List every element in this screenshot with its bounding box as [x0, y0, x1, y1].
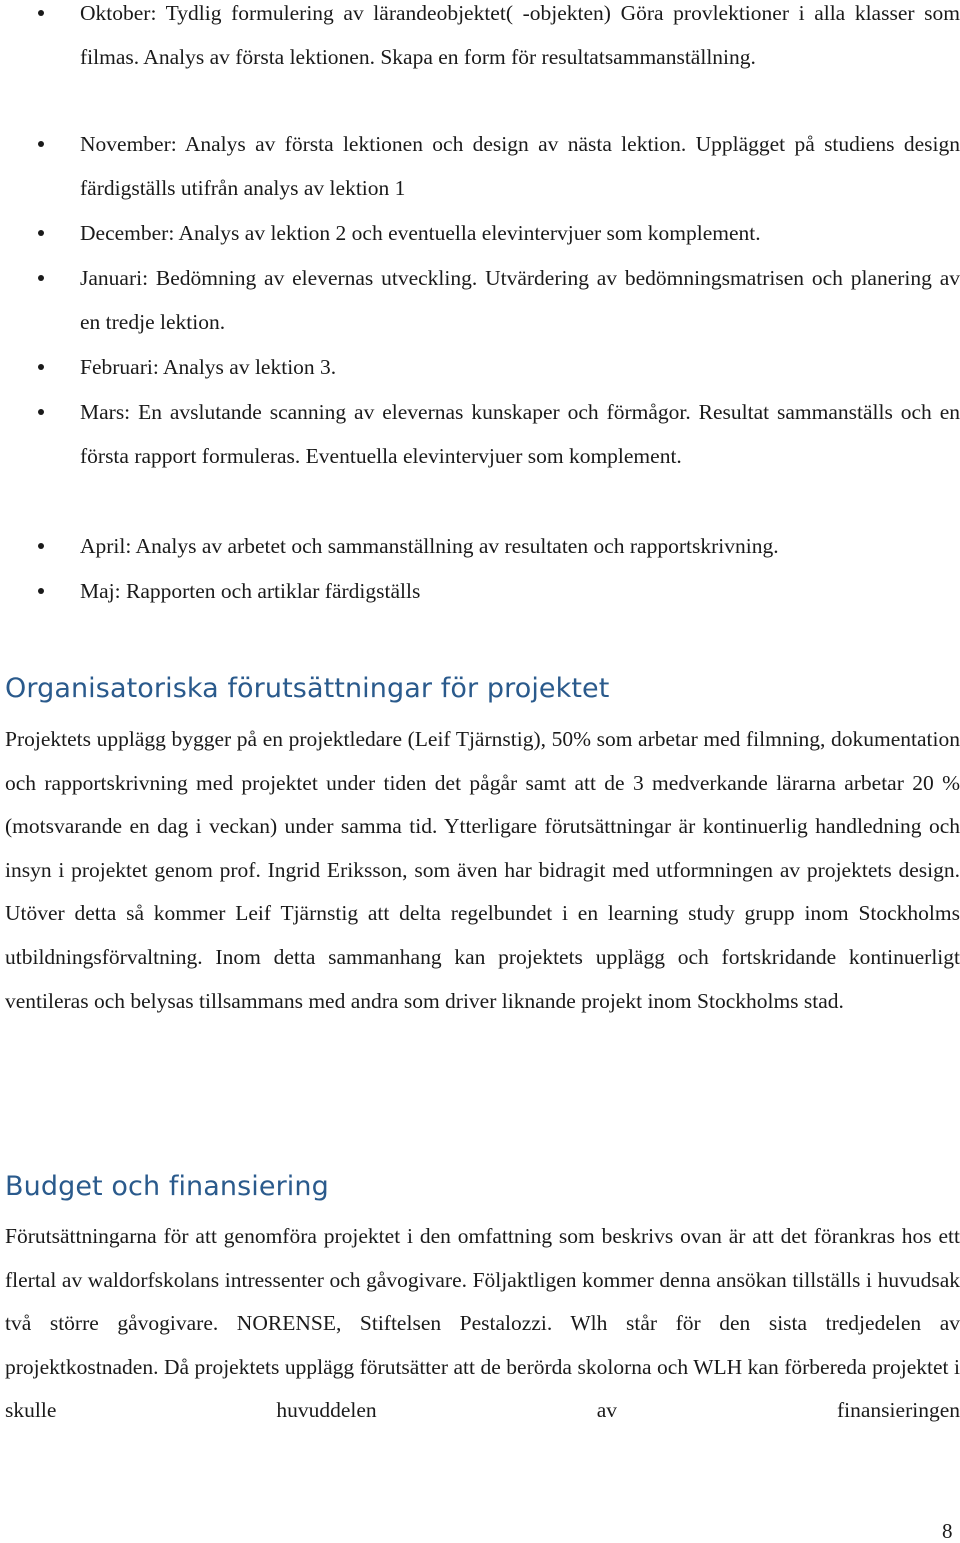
section-heading-budget: Budget och finansiering [5, 1171, 329, 1202]
bullet-icon [38, 588, 44, 594]
bullet-icon [38, 364, 44, 370]
bullet-icon [38, 10, 44, 16]
section-heading-organisation: Organisatoriska förutsättningar för projektet [5, 673, 610, 704]
bullet-icon [38, 275, 44, 281]
timeline-item-januari: Januari: Bedömning av elevernas utveckling. Utvärdering av bedömningsmatrisen och planering av en tredje lektion. [80, 266, 960, 335]
paragraph-budget: Förutsättningarna för att genomföra projektet i den omfattning som beskrivs ovan är att det förankras hos ett flertal av waldorfskolans intressenter och gåvogivare. Följaktligen kommer denna ansökan tillställs i huvudsak två större gåvogivare. NORENSE, Stiftelsen Pestalozzi. Wlh står för den sista tredjedelen av projektkostnaden. Då projektets upplägg förutsätter att de berörda skolorna och WLH kan förbereda projektet i skulle huvuddelen av finansieringen [5, 1224, 960, 1423]
timeline-item-april: April: Analys av arbetet och sammanställning av resultaten och rapportskrivning. [80, 534, 779, 558]
bullet-icon [38, 409, 44, 415]
timeline-item-oktober: Oktober: Tydlig formulering av lärandeobjektet( -objekten) Göra provlektioner i alla klasser som filmas. Analys av första lektionen. Skapa en form för resultatsammanställning. [80, 1, 960, 70]
timeline-item-december: December: Analys av lektion 2 och eventuella elevintervjuer som komplement. [80, 221, 761, 245]
timeline-item-mars: Mars: En avslutande scanning av elevernas kunskaper och förmågor. Resultat sammanställs och en första rapport formuleras. Eventuella elevintervjuer som komplement. [80, 400, 960, 469]
bullet-icon [38, 543, 44, 549]
bullet-icon [38, 230, 44, 236]
timeline-item-november: November: Analys av första lektionen och design av nästa lektion. Upplägget på studiens design färdigställs utifrån analys av lektion 1 [80, 132, 960, 201]
timeline-item-februari: Februari: Analys av lektion 3. [80, 355, 337, 379]
bullet-icon [38, 141, 44, 147]
paragraph-organisation: Projektets upplägg bygger på en projektledare (Leif Tjärnstig), 50% som arbetar med filmning, dokumentation och rapportskrivning med projektet under tiden det pågår samt att de 3 medverkande lärarna arbetar 20 % (motsvarande en dag i veckan) under samma tid. Ytterligare förutsättningar är kontinuerlig handledning och insyn i projektet genom prof. Ingrid Eriksson, som även har bidragit med utformningen av projektets design. Utöver detta så kommer Leif Tjärnstig att delta regelbundet i en learning study grupp inom Stockholms utbildningsförvaltning. Inom detta sammanhang kan projektets upplägg och fortskridande kontinuerligt ventileras och belysas tillsammans med andra som driver liknande projekt inom Stockholms stad. [5, 727, 960, 1013]
timeline-item-maj: Maj: Rapporten och artiklar färdigställs [80, 579, 421, 603]
page-number: 8 [942, 1519, 953, 1543]
